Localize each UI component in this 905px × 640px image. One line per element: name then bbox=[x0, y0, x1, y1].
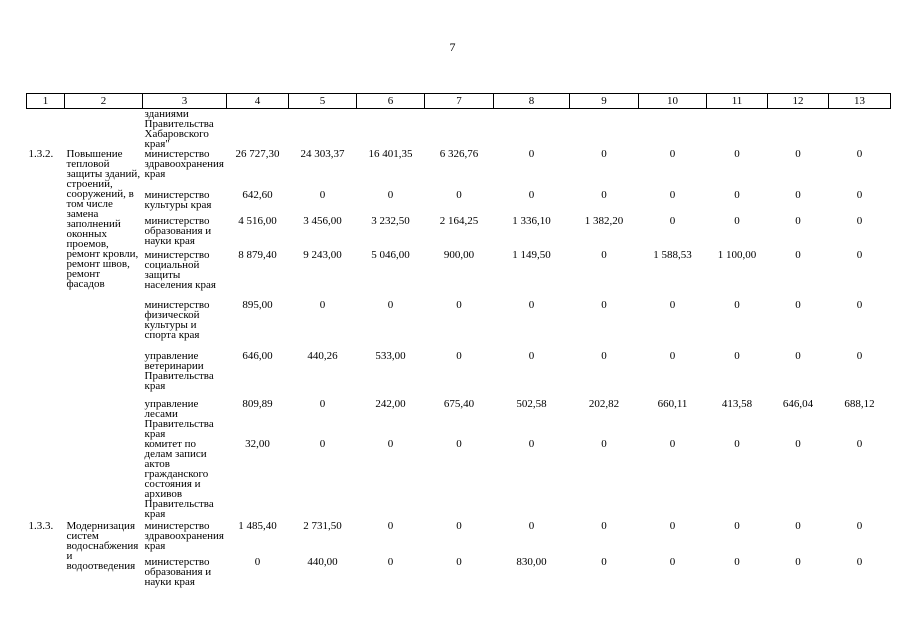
value-cell: 830,00 bbox=[516, 556, 547, 568]
value-cell: 0 bbox=[528, 438, 535, 450]
value-cell: 0 bbox=[795, 148, 801, 160]
value-cell: 0 bbox=[795, 189, 801, 201]
value-cell: 0 bbox=[601, 189, 607, 201]
value-cell: 660,11 bbox=[657, 398, 688, 410]
item-name: Повышение тепловой защиты зданий, строений, сооружений, в том числе замена заполнений оконных проемов, ремонт кровли, ремонт швов, ремонт фасадов bbox=[66, 148, 141, 290]
table-row bbox=[27, 557, 891, 591]
value-cell: 646,00 bbox=[242, 350, 273, 362]
item-number: 1.3.3. bbox=[28, 520, 54, 532]
value-cell: 0 bbox=[795, 215, 801, 227]
column-header-7: 7 bbox=[425, 94, 494, 109]
value-cell: 0 bbox=[528, 299, 535, 311]
table-row bbox=[27, 300, 891, 351]
value-cell: 32,00 bbox=[245, 438, 270, 450]
value-cell: 0 bbox=[856, 189, 863, 201]
value-cell: 0 bbox=[528, 350, 535, 362]
table-row bbox=[27, 190, 891, 216]
column-header-2: 2 bbox=[65, 94, 143, 109]
value-cell: 0 bbox=[856, 556, 863, 568]
value-cell: 440,26 bbox=[307, 350, 338, 362]
org-cell: министерство образования и науки края bbox=[144, 215, 212, 247]
table-row bbox=[27, 216, 891, 250]
value-cell: 0 bbox=[456, 350, 462, 362]
value-cell: 0 bbox=[601, 148, 607, 160]
value-cell: 8 879,40 bbox=[238, 249, 277, 261]
column-header-3: 3 bbox=[143, 94, 227, 109]
table-row bbox=[27, 149, 891, 190]
value-cell: 24 303,37 bbox=[300, 148, 345, 160]
value-cell: 0 bbox=[795, 299, 801, 311]
value-cell: 0 bbox=[456, 438, 462, 450]
value-cell: 0 bbox=[528, 148, 535, 160]
org-cell: министерство физической культуры и спорта края bbox=[144, 299, 210, 341]
value-cell: 0 bbox=[319, 398, 326, 410]
value-cell: 1 100,00 bbox=[717, 249, 757, 261]
value-cell: 0 bbox=[387, 299, 394, 311]
value-cell: 0 bbox=[734, 350, 740, 362]
value-cell: 0 bbox=[734, 215, 740, 227]
value-cell: 6 326,76 bbox=[439, 148, 479, 160]
value-cell: 1 485,40 bbox=[238, 520, 277, 532]
value-cell: 1 382,20 bbox=[584, 215, 624, 227]
org-cell: министерство социальной защиты населения края bbox=[144, 249, 216, 291]
value-cell: 16 401,35 bbox=[368, 148, 413, 160]
value-cell: 0 bbox=[734, 189, 740, 201]
org-cell: министерство образования и науки края bbox=[144, 556, 212, 588]
column-header-6: 6 bbox=[357, 94, 425, 109]
value-cell: 0 bbox=[669, 520, 676, 532]
value-cell: 0 bbox=[669, 556, 676, 568]
value-cell: 3 456,00 bbox=[303, 215, 342, 227]
org-cell: управление лесами Правительства края bbox=[144, 398, 214, 440]
value-cell: 413,58 bbox=[721, 398, 753, 410]
value-cell: 675,40 bbox=[443, 398, 475, 410]
column-header-10: 10 bbox=[639, 94, 707, 109]
value-cell: 0 bbox=[254, 556, 261, 568]
value-cell: 0 bbox=[856, 249, 863, 261]
value-cell: 0 bbox=[456, 520, 462, 532]
value-cell: 26 727,30 bbox=[235, 148, 280, 160]
column-header-8: 8 bbox=[494, 94, 570, 109]
value-cell: 0 bbox=[856, 148, 863, 160]
value-cell: 2 731,50 bbox=[303, 520, 342, 532]
org-cell: управление ветеринарии Правительства края bbox=[144, 350, 214, 392]
value-cell: 1 336,10 bbox=[512, 215, 551, 227]
value-cell: 0 bbox=[387, 438, 394, 450]
value-cell: 0 bbox=[669, 189, 676, 201]
table-row bbox=[27, 399, 891, 439]
value-cell: 0 bbox=[387, 520, 394, 532]
org-cell: министерство культуры края bbox=[144, 189, 212, 211]
value-cell: 0 bbox=[669, 350, 676, 362]
value-cell: 3 232,50 bbox=[371, 215, 410, 227]
value-cell: 0 bbox=[456, 556, 462, 568]
value-cell: 0 bbox=[528, 189, 535, 201]
value-cell: 0 bbox=[856, 520, 863, 532]
value-cell: 0 bbox=[856, 215, 863, 227]
value-cell: 0 bbox=[795, 520, 801, 532]
value-cell: 0 bbox=[528, 520, 535, 532]
value-cell: 0 bbox=[456, 189, 462, 201]
value-cell: 440,00 bbox=[307, 556, 338, 568]
org-cell: министерство здравоохранения края bbox=[144, 148, 224, 180]
value-cell: 0 bbox=[669, 438, 676, 450]
value-cell: 0 bbox=[795, 438, 801, 450]
page-number: 7 bbox=[449, 40, 456, 54]
value-cell: 0 bbox=[734, 299, 740, 311]
value-cell: 4 516,00 bbox=[238, 215, 277, 227]
value-cell: 0 bbox=[856, 299, 863, 311]
value-cell: 0 bbox=[387, 556, 394, 568]
item-number: 1.3.2. bbox=[28, 148, 54, 160]
value-cell: 5 046,00 bbox=[371, 249, 410, 261]
table-row bbox=[27, 250, 891, 300]
item-name: Модернизация систем водоснабжения и водоотведения bbox=[66, 520, 139, 572]
value-cell: 642,60 bbox=[242, 189, 273, 201]
table-row bbox=[27, 351, 891, 399]
column-header-13: 13 bbox=[829, 94, 891, 109]
value-cell: 9 243,00 bbox=[303, 249, 342, 261]
value-cell: 0 bbox=[601, 520, 607, 532]
value-cell: 242,00 bbox=[375, 398, 406, 410]
table-row bbox=[27, 521, 891, 557]
value-cell: 0 bbox=[601, 438, 607, 450]
org-cell: министерство здравоохранения края bbox=[144, 520, 224, 552]
org-cell: зданиями Правительства Хабаровского края" bbox=[144, 108, 214, 150]
column-header-5: 5 bbox=[289, 94, 357, 109]
column-header-11: 11 bbox=[707, 94, 768, 109]
value-cell: 0 bbox=[734, 438, 740, 450]
value-cell: 502,58 bbox=[516, 398, 547, 410]
value-cell: 688,12 bbox=[844, 398, 875, 410]
continuation-row bbox=[27, 109, 891, 150]
value-cell: 0 bbox=[856, 438, 863, 450]
value-cell: 0 bbox=[734, 520, 740, 532]
budget-table bbox=[26, 93, 891, 591]
value-cell: 0 bbox=[734, 148, 740, 160]
value-cell: 900,00 bbox=[443, 249, 475, 261]
column-header-9: 9 bbox=[570, 94, 639, 109]
value-cell: 0 bbox=[601, 350, 607, 362]
value-cell: 533,00 bbox=[375, 350, 406, 362]
value-cell: 0 bbox=[319, 189, 326, 201]
value-cell: 0 bbox=[387, 189, 394, 201]
value-cell: 0 bbox=[319, 438, 326, 450]
value-cell: 0 bbox=[734, 556, 740, 568]
table-row bbox=[27, 439, 891, 521]
column-header-1: 1 bbox=[27, 94, 65, 109]
value-cell: 1 588,53 bbox=[653, 249, 692, 261]
value-cell: 0 bbox=[856, 350, 863, 362]
column-header-12: 12 bbox=[768, 94, 829, 109]
column-header-4: 4 bbox=[227, 94, 289, 109]
value-cell: 0 bbox=[601, 249, 607, 261]
value-cell: 0 bbox=[669, 215, 676, 227]
value-cell: 895,00 bbox=[242, 299, 273, 311]
value-cell: 2 164,25 bbox=[439, 215, 479, 227]
value-cell: 809,89 bbox=[242, 398, 273, 410]
value-cell: 0 bbox=[601, 299, 607, 311]
header-row bbox=[27, 94, 891, 109]
value-cell: 0 bbox=[669, 148, 676, 160]
value-cell: 0 bbox=[669, 299, 676, 311]
value-cell: 202,82 bbox=[588, 398, 620, 410]
value-cell: 646,04 bbox=[782, 398, 814, 410]
org-cell: комитет по делам записи актов гражданского состояния и архивов Правительства края bbox=[144, 438, 214, 520]
value-cell: 0 bbox=[456, 299, 462, 311]
value-cell: 0 bbox=[601, 556, 607, 568]
value-cell: 0 bbox=[795, 249, 801, 261]
value-cell: 0 bbox=[795, 556, 801, 568]
value-cell: 0 bbox=[319, 299, 326, 311]
value-cell: 0 bbox=[795, 350, 801, 362]
value-cell: 1 149,50 bbox=[512, 249, 551, 261]
